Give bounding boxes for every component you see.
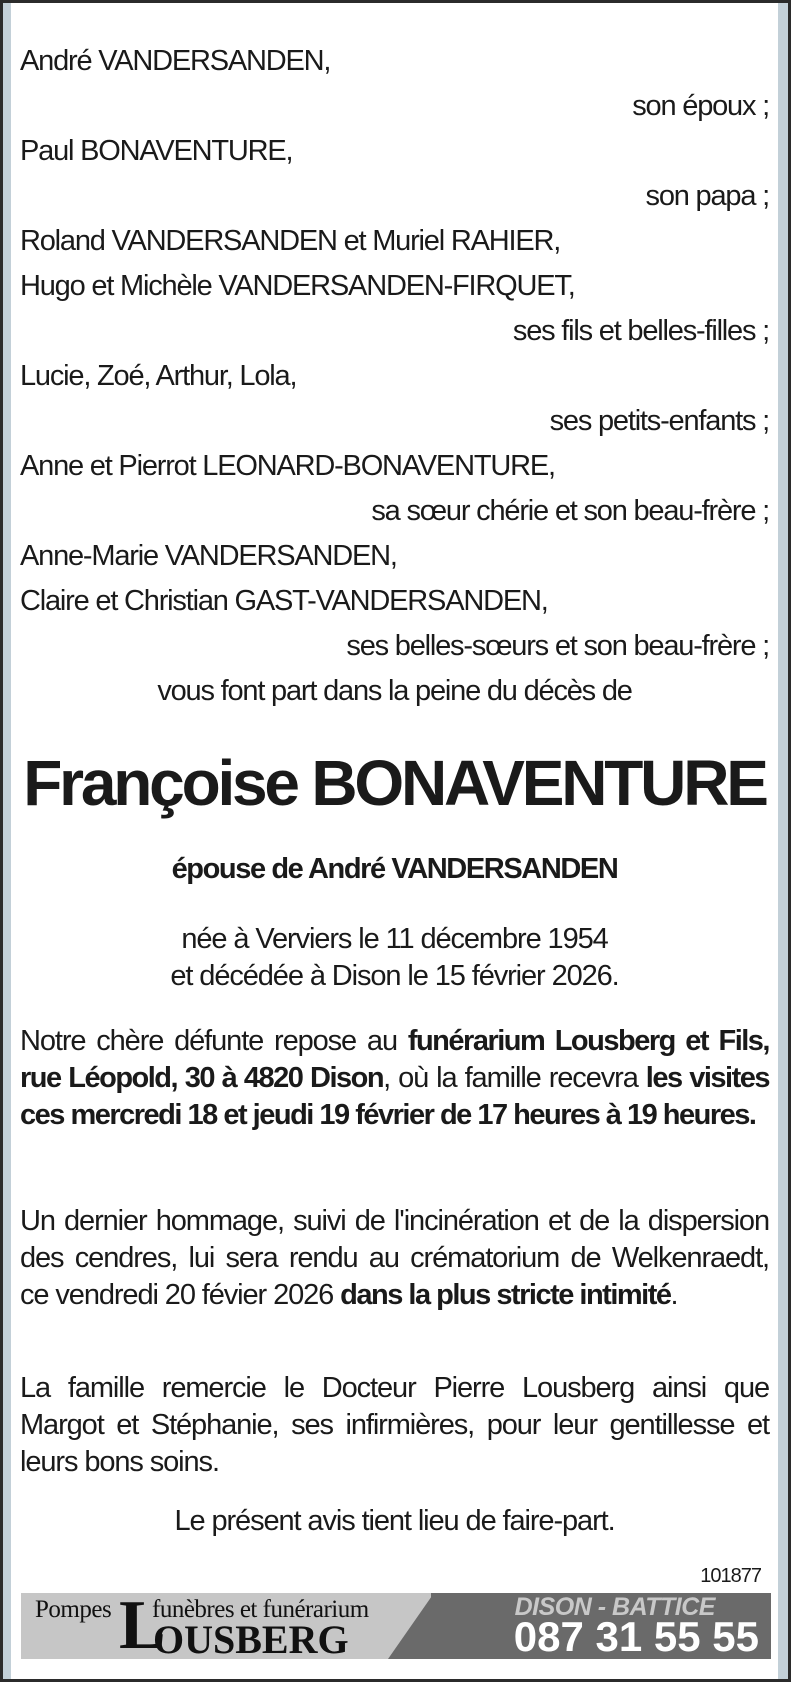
family-relation: ses belles-sœurs et son beau-frère ; (346, 630, 769, 662)
banner-city: DISON - BATTICE (514, 1593, 715, 1621)
family-line: Anne et Pierrot LEONARD-BONAVENTURE, (20, 450, 555, 482)
family-relation: son papa ; (645, 180, 769, 212)
family-line: Anne-Marie VANDERSANDEN, (20, 540, 397, 572)
funeral-home-banner (21, 1593, 771, 1659)
family-line: Paul BONAVENTURE, (20, 135, 293, 167)
announcement-line: vous font part dans la peine du décès de (157, 675, 632, 707)
spouse-line: épouse de André VANDERSANDEN (171, 853, 618, 885)
family-relation: ses petits-enfants ; (549, 405, 769, 437)
family-line: Roland VANDERSANDEN et Muriel RAHIER, (20, 225, 561, 257)
death-line: et décédée à Dison le 15 février 2026. (170, 960, 619, 992)
ceremony-text-1: Un dernier hommage, suivi de l'incinération et de la dispersion des cendres, lui sera rendu au crématorium de Welkenraedt, ce vendredi 20 févier 2026 (20, 1205, 769, 1311)
family-relation: sa sœur chérie et son beau-frère ; (371, 495, 769, 527)
dates-block (20, 921, 769, 995)
obituary-page (11, 3, 778, 1679)
banner-pompes: Pompes (35, 1596, 112, 1623)
visits-text-1: Notre chère défunte repose au (20, 1025, 408, 1057)
reference-number: 101877 (700, 1565, 761, 1587)
funerarium-address: funérarium Lousberg et Fils, rue Léopold, 30 à 4820 Dison (20, 1025, 769, 1094)
family-relation: ses fils et belles-filles ; (512, 315, 769, 347)
birth-line: née à Verviers le 11 décembre 1954 (181, 923, 608, 955)
visits-paragraph (20, 1023, 769, 1134)
visit-times: les visites ces mercredi 18 et jeudi 19 février de 17 heures à 19 heures. (20, 1062, 770, 1131)
visits-text-2: , où la famille recevra (383, 1062, 646, 1094)
deceased-name: Françoise BONAVENTURE (23, 747, 766, 819)
banner-slant (388, 1593, 434, 1659)
family-line: André VANDERSANDEN, (20, 45, 331, 77)
family-list (20, 39, 769, 714)
banner-funebres: funèbres et funérarium (152, 1596, 369, 1623)
faire-part-note: Le présent avis tient lieu de faire-part. (174, 1505, 615, 1537)
family-line: Hugo et Michèle VANDERSANDEN-FIRQUET, (20, 270, 575, 302)
banner-phone: 087 31 55 55 (513, 1613, 759, 1659)
family-line: Claire et Christian GAST-VANDERSANDEN, (20, 585, 548, 617)
ceremony-privacy: dans la plus stricte intimité (340, 1279, 671, 1311)
lousberg-logo-letter: L (119, 1593, 166, 1659)
family-line: Lucie, Zoé, Arthur, Lola, (20, 360, 297, 392)
ceremony-paragraph (20, 1203, 769, 1314)
thanks-paragraph: La famille remercie le Docteur Pierre Lousberg ainsi que Margot et Stéphanie, ses infirmières, pour leur gentillesse et leurs bons soins. (20, 1372, 769, 1478)
ceremony-text-2: . (670, 1279, 678, 1311)
lousberg-logo-text: OUSBERG (153, 1617, 349, 1659)
family-relation: son époux ; (632, 90, 769, 122)
